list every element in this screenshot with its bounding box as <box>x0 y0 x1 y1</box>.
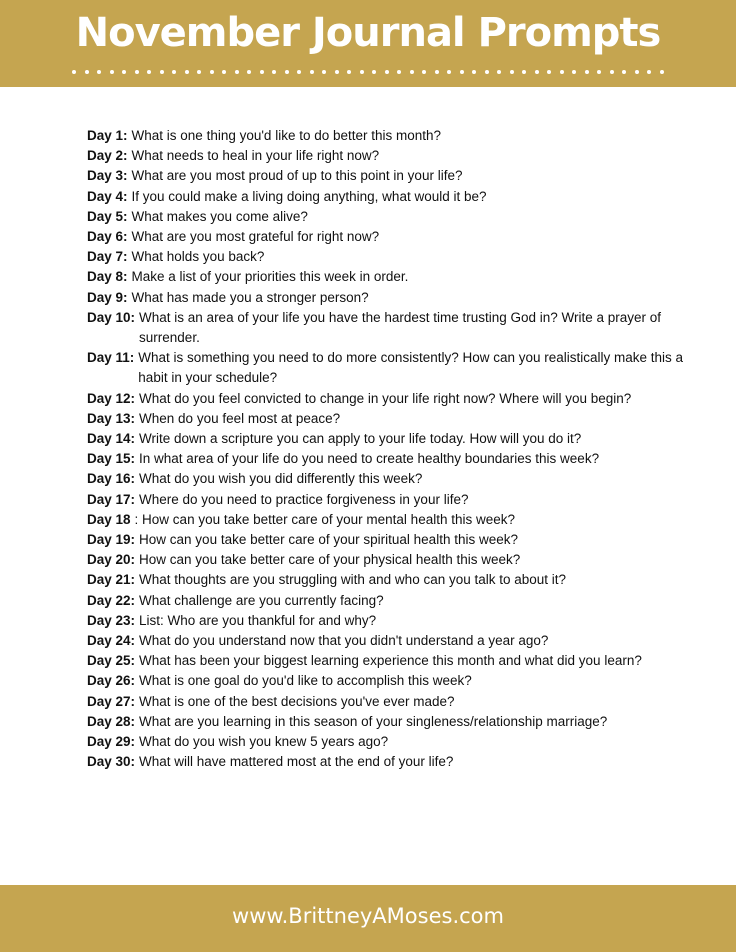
divider-dot <box>172 70 176 74</box>
prompt-text: What is something you need to do more consistently? How can you realistically make this a habit in your schedule? <box>138 350 684 386</box>
page-title: November Journal Prompts <box>75 10 661 56</box>
divider-dot <box>472 70 476 74</box>
prompt-text: What has been your biggest learning experience this month and what did you learn? <box>139 653 642 669</box>
prompt-row <box>87 146 707 166</box>
prompt-day-label: Day 15: <box>87 451 136 467</box>
prompt-text: What is an area of your life you have the hardest time trusting God in? Write a prayer of surrender. <box>139 309 662 346</box>
prompt-day-label: Day 14: <box>87 431 136 447</box>
footer-banner <box>0 885 736 952</box>
prompt-row <box>87 207 707 227</box>
prompt-day-label: Day 21: <box>87 572 136 588</box>
prompt-day-label: Day 11: <box>87 350 135 366</box>
prompt-row <box>87 187 707 207</box>
prompt-text: What thoughts are you struggling with and who can you talk to about it? <box>139 572 567 588</box>
prompt-text: What is one goal do you'd like to accomplish this week? <box>139 673 472 689</box>
prompt-day-label: Day 8: <box>87 269 128 285</box>
divider-dot <box>460 70 464 74</box>
prompt-text: List: Who are you thankful for and why? <box>139 612 377 628</box>
divider-dot <box>122 70 126 74</box>
divider-dot <box>247 70 251 74</box>
prompt-day-label: Day 16: <box>87 471 136 487</box>
divider-dot <box>647 70 651 74</box>
prompt-day-label: Day 3: <box>87 168 128 184</box>
prompt-list <box>87 126 707 773</box>
divider-dot <box>222 70 226 74</box>
prompt-row <box>87 752 707 772</box>
prompt-row <box>87 712 707 732</box>
prompt-day-label: Day 20: <box>87 552 136 568</box>
divider-dot <box>85 70 89 74</box>
prompt-day-label: Day 10: <box>87 309 136 325</box>
prompt-text: How can you take better care of your physical health this week? <box>139 552 521 568</box>
prompt-day-label: Day 30: <box>87 754 136 770</box>
divider-dot <box>660 70 664 74</box>
prompt-day-label: Day 25: <box>87 653 136 669</box>
divider-dot <box>572 70 576 74</box>
prompt-text: Make a list of your priorities this week in order. <box>131 269 409 285</box>
divider-dot <box>285 70 289 74</box>
prompt-day-label: Day 5: <box>87 208 128 224</box>
prompt-text: What do you feel convicted to change in your life right now? Where will you begin? <box>139 390 632 406</box>
prompt-text: What are you most proud of up to this point in your life? <box>131 168 463 184</box>
prompt-text: How can you take better care of your spiritual health this week? <box>139 532 518 548</box>
prompt-day-label: Day 27: <box>87 693 136 709</box>
divider-dot <box>147 70 151 74</box>
prompt-text: What holds you back? <box>131 249 265 265</box>
prompt-row <box>87 530 707 550</box>
prompt-day-label: Day 26: <box>87 673 136 689</box>
prompt-day-label: Day 6: <box>87 229 128 245</box>
divider-dot <box>597 70 601 74</box>
divider-dot <box>322 70 326 74</box>
prompt-row <box>87 267 707 287</box>
divider-dot <box>360 70 364 74</box>
prompt-row <box>87 671 707 691</box>
prompt-text: What will have mattered most at the end of your life? <box>139 754 454 770</box>
prompt-row <box>87 409 707 429</box>
divider-dot <box>585 70 589 74</box>
prompt-row <box>87 348 707 388</box>
prompt-row <box>87 611 707 631</box>
prompt-row <box>87 227 707 247</box>
prompt-day-label: Day 18 <box>87 511 131 527</box>
divider-dot <box>422 70 426 74</box>
prompt-row <box>87 288 707 308</box>
prompt-row <box>87 692 707 712</box>
prompt-day-label: Day 2: <box>87 148 128 164</box>
divider-dot <box>210 70 214 74</box>
divider-dot <box>185 70 189 74</box>
divider-dot <box>560 70 564 74</box>
prompt-row <box>87 429 707 449</box>
prompt-day-label: Day 12: <box>87 390 136 406</box>
divider-dot <box>197 70 201 74</box>
divider-dot <box>397 70 401 74</box>
prompt-day-label: Day 29: <box>87 734 136 750</box>
prompt-row <box>87 490 707 510</box>
header-banner <box>0 0 736 87</box>
divider-dot <box>635 70 639 74</box>
divider-dot <box>347 70 351 74</box>
divider-dot <box>272 70 276 74</box>
prompt-text: If you could make a living doing anything, what would it be? <box>131 188 487 204</box>
prompt-text: What has made you a stronger person? <box>131 289 369 305</box>
prompt-row <box>87 449 707 469</box>
prompt-day-label: Day 23: <box>87 612 136 628</box>
divider-dot <box>235 70 239 74</box>
divider-dot <box>535 70 539 74</box>
prompt-row <box>87 126 707 146</box>
divider-dot <box>547 70 551 74</box>
divider-dot <box>97 70 101 74</box>
prompt-text: What are you most grateful for right now? <box>131 229 380 245</box>
divider-dot <box>335 70 339 74</box>
prompt-row <box>87 469 707 489</box>
prompt-text: What makes you come alive? <box>131 208 308 224</box>
divider-dot <box>522 70 526 74</box>
prompt-day-label: Day 17: <box>87 491 136 507</box>
prompt-text: What do you wish you knew 5 years ago? <box>139 734 389 750</box>
prompt-row <box>87 550 707 570</box>
divider-dot <box>385 70 389 74</box>
prompt-day-label: Day 9: <box>87 289 128 305</box>
prompt-row <box>87 308 707 348</box>
prompt-text: Where do you need to practice forgiveness in your life? <box>139 491 469 507</box>
prompt-text: What is one of the best decisions you've ever made? <box>139 693 455 709</box>
prompt-text: What is one thing you'd like to do better this month? <box>131 128 442 143</box>
prompt-row <box>87 166 707 186</box>
divider-dot <box>297 70 301 74</box>
divider-dot <box>410 70 414 74</box>
prompt-text: What do you understand now that you didn't understand a year ago? <box>139 633 549 649</box>
prompt-row <box>87 570 707 590</box>
divider-dot <box>72 70 76 74</box>
prompt-day-label: Day 22: <box>87 592 136 608</box>
prompt-text: In what area of your life do you need to create healthy boundaries this week? <box>139 451 600 467</box>
prompt-row <box>87 247 707 267</box>
prompt-day-label: Day 1: <box>87 128 128 143</box>
prompt-row <box>87 732 707 752</box>
footer-website-link[interactable]: www.BrittneyAMoses.com <box>232 904 504 928</box>
prompt-text: What do you wish you did differently this week? <box>139 471 423 487</box>
divider-dot <box>485 70 489 74</box>
divider-dot <box>310 70 314 74</box>
divider-dot <box>135 70 139 74</box>
divider-dot <box>160 70 164 74</box>
prompt-day-label: Day 19: <box>87 532 136 548</box>
divider-dot <box>497 70 501 74</box>
prompt-day-label: Day 7: <box>87 249 128 265</box>
prompt-row <box>87 510 707 530</box>
divider-dot <box>260 70 264 74</box>
prompt-text: What are you learning in this season of your singleness/relationship marriage? <box>139 713 608 729</box>
prompt-day-label: Day 4: <box>87 188 128 204</box>
prompt-text: Write down a scripture you can apply to your life today. How will you do it? <box>139 431 582 447</box>
divider-dot <box>447 70 451 74</box>
divider-dot <box>110 70 114 74</box>
prompt-text: When do you feel most at peace? <box>139 410 341 426</box>
prompt-text: : How can you take better care of your mental health this week? <box>134 511 515 527</box>
prompt-row <box>87 389 707 409</box>
prompt-day-label: Day 13: <box>87 410 136 426</box>
prompt-row <box>87 651 707 671</box>
divider-dot <box>510 70 514 74</box>
prompt-row <box>87 631 707 651</box>
dotted-divider <box>72 70 664 76</box>
prompt-day-label: Day 28: <box>87 713 136 729</box>
prompt-text: What needs to heal in your life right now? <box>131 148 380 164</box>
prompt-text: What challenge are you currently facing? <box>139 592 384 608</box>
divider-dot <box>435 70 439 74</box>
divider-dot <box>372 70 376 74</box>
prompt-row <box>87 591 707 611</box>
prompt-day-label: Day 24: <box>87 633 136 649</box>
divider-dot <box>610 70 614 74</box>
divider-dot <box>622 70 626 74</box>
